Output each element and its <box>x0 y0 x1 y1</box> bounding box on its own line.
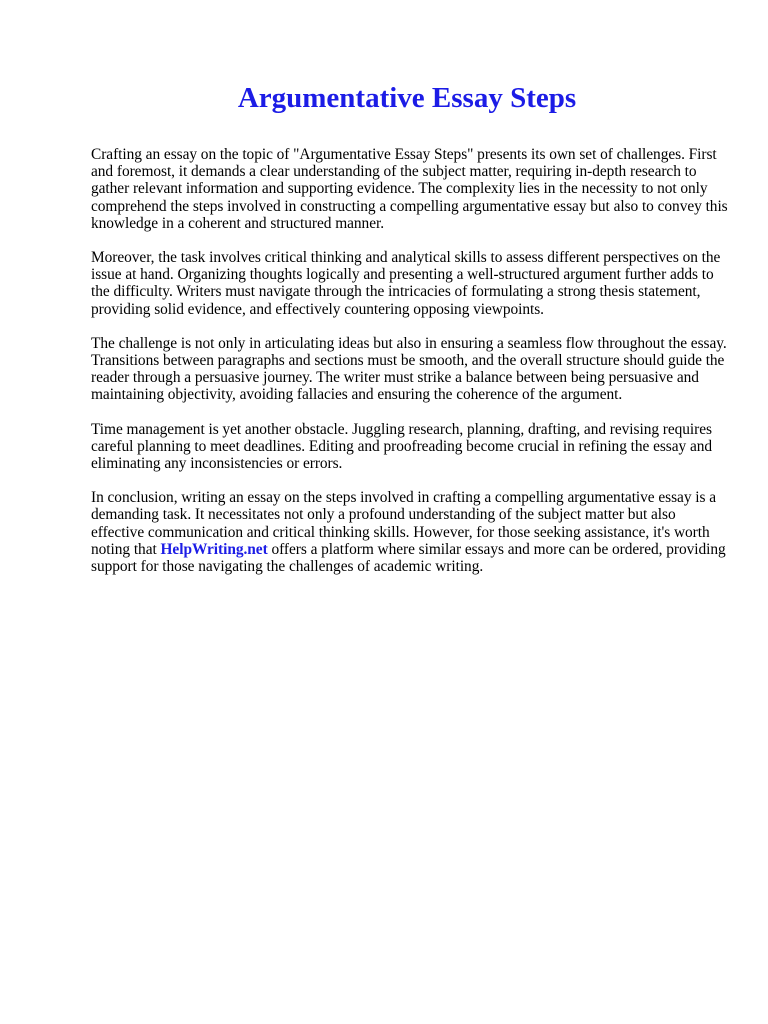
paragraph-intro: Crafting an essay on the topic of "Argumentative Essay Steps" presents its own set of challenges. First and foremost, it demands a clear understanding of the subject matter, requiring in-depth research to gather relevant information and supporting evidence. The complexity lies in the necessity to not only comprehend the steps involved in constructing a compelling argumentative essay but also to convey this knowledge in a coherent and structured manner. <box>91 146 728 232</box>
paragraph-time-management: Time management is yet another obstacle. Juggling research, planning, drafting, and revising requires careful planning to meet deadlines. Editing and proofreading become crucial in refining the essay and eliminating any inconsistencies or errors. <box>91 420 713 473</box>
conclusion-text-after-link: offers a platform where similar essays and more can be ordered, providing support for those navigating the challenges of academic writing. <box>91 540 726 576</box>
essay-body <box>91 146 731 592</box>
page-title: Argumentative Essay Steps <box>237 82 577 114</box>
paragraph-critical-thinking: Moreover, the task involves critical thinking and analytical skills to assess different perspectives on the issue at hand. Organizing thoughts logically and presenting a well-structured argument further adds to the difficulty. Writers must navigate through the intricacies of formulating a strong thesis statement, providing solid evidence, and effectively countering opposing viewpoints. <box>91 249 721 318</box>
paragraph-flow: The challenge is not only in articulating ideas but also in ensuring a seamless flow throughout the essay. Transitions between paragraphs and sections must be smooth, and the overall structure should guide the reader through a persuasive journey. The writer must strike a balance between being persuasive and maintaining objectivity, avoiding fallacies and ensuring the coherence of the argument. <box>91 334 727 404</box>
conclusion-text-before-link: In conclusion, writing an essay on the steps involved in crafting a compelling argumentative essay is a demanding task. It necessitates not only a profound understanding of the subject matter but also effective communication and critical thinking skills. However, for those seeking assistance, it's worth noting that <box>91 489 717 558</box>
paragraph-conclusion <box>91 489 731 575</box>
helpwriting-link[interactable]: HelpWriting.net <box>160 540 268 558</box>
